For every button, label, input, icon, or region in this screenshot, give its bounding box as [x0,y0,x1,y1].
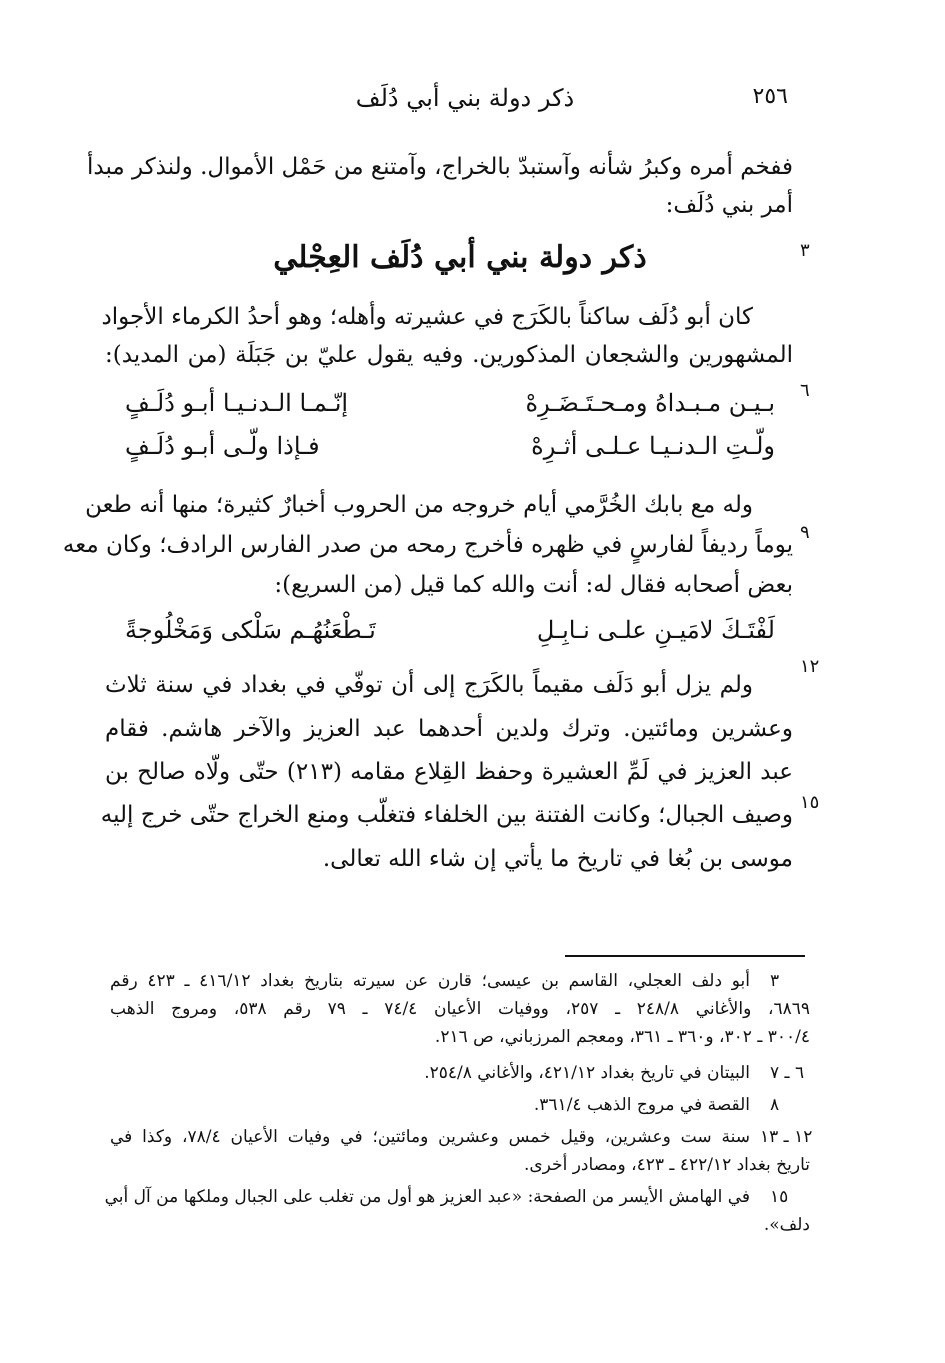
paragraph-3-line-3: عبد العزيز في لَمِّ العشيرة وحفظ القِلاع مقامه (٢١٣) حتّى ولّاه صالح بن [105,759,793,785]
verse-2 [125,612,775,648]
paragraph-2-line-2: يوماً رديفاً لفارسٍ في ظهره فأخرج رمحه من صدر الفارس الرادف؛ وكان معه [62,532,793,558]
verse-2-second-hemistich: لَفْتَـكَ لامَيـنِ علـى نـابِـلِ [536,616,775,644]
paragraph-3-line-5: موسى بن بُغا في تاريخ ما يأتي إن شاء الله تعالى. [322,846,793,872]
paragraph-1-line-1: كان أبو دُلَف ساكناً بالكَرَج في عشيرته وأهله؛ وهو أحدُ الكرماء الأجواد [101,304,753,330]
footnote-separator [565,955,805,957]
footnote-1-line-1: أبو دلف العجلي، القاسم بن عيسى؛ قارن عن سيرته بتاريخ بغداد ٤١٦/١٢ ـ ٤٢٣ رقم [110,971,750,991]
footnote-4-number: ١٢ ـ ١٣ [760,1127,813,1147]
paragraph-3-line-1: ولم يزل أبو دَلَف مقيماً بالكَرَج إلى أن توفّي في بغداد في سنة ثلاث [105,672,753,698]
verse-2-first-hemistich: تَـطْعَنُهُـم سَلْكى وَمَخْلُوجةً [125,616,376,644]
intro-line-1: ففخم أمره وكبرُ شأنه وآستبدّ بالخراج، وآمتنع من حَمْل الأموال. ولنذكر مبدأ [86,154,793,180]
verse-1b-first-hemistich: فـإذا ولّـى أبـو دُلَـفٍ [125,432,320,460]
line-number-9: ٩ [800,522,810,543]
footnote-1-line-3: ٣٠٠/٤ ـ ٣٠٢، و٣٦٠ ـ ٣٦١، ومعجم المرزباني، ص ٢١٦. [434,1027,810,1047]
footnote-2-line-1: البيتان في تاريخ بغداد ٤٢١/١٢، والأغاني ٢٥٤/٨. [424,1063,750,1083]
verse-1-line-b [125,428,775,464]
verse-1-line-a [125,385,775,421]
paragraph-1-line-2: المشهورين والشجعان المذكورين. وفيه يقول عليّ بن جَبَلَة (من المديد): [105,342,793,368]
footnote-4-line-2: تاريخ بغداد ٤٢٢/١٢ ـ ٤٢٣، ومصادر أخرى. [523,1155,810,1175]
line-number-3: ٣ [800,240,810,261]
footnote-4-line-1: سنة ست وعشرين، وقيل خمس وعشرين ومائتين؛ في وفيات الأعيان ٧٨/٤، وكذا في [110,1127,750,1147]
verse-1a-first-hemistich: إنّـمـا الـدنـيـا أبـو دُلَـفٍ [125,389,349,417]
paragraph-2-line-3: بعض أصحابه فقال له: أنت والله كما قيل (من السريع): [274,572,793,598]
section-title: ذكر دولة بني أبي دُلَف العِجْلي [273,240,647,275]
footnote-3-line-1: القصة في مروج الذهب ٣٦١/٤. [533,1095,750,1115]
verse-1b-second-hemistich: ولّـتِ الـدنـيـا عـلـى أثـرِهْ [531,432,775,460]
paragraph-2-line-1: وله مع بابك الخُرَّمي أيام خروجه من الحروب أخبارٌ كثيرة؛ منها أنه طعن [85,492,753,518]
footnote-5-line-2: دلف». [763,1215,810,1235]
footnote-5-number: ١٥ [770,1187,789,1207]
footnote-3-number: ٨ [770,1095,780,1115]
footnote-2-number: ٦ ـ ٧ [770,1063,805,1083]
line-number-6: ٦ [800,380,810,401]
paragraph-3-line-2: وعشرين ومائتين. وترك ولدين أحدهما عبد العزيز والآخر هاشم. فقام [105,716,793,742]
footnote-5-line-1: في الهامش الأيسر من الصفحة: «عبد العزيز هو أول من تغلب على الجبال وملكها من آل أبي [104,1187,750,1207]
intro-line-2: أمر بني دُلَف: [665,192,793,218]
running-header: ذكر دولة بني أبي دُلَف [355,84,575,112]
verse-1a-second-hemistich: بـيـن مـبـداهُ ومـحـتَـضَـرِهْ [525,389,775,417]
line-number-12: ١٢ [800,656,820,677]
paragraph-3-line-4: وصيف الجبال؛ وكانت الفتنة بين الخلفاء فتغلّب ومنع الخراج حتّى خرج إليه [100,802,793,828]
page-number: ٢٥٦ [752,84,788,109]
line-number-15: ١٥ [800,792,820,813]
footnote-1-number: ٣ [770,971,780,991]
footnote-1-line-2: ٦٨٦٩، والأغاني ٢٤٨/٨ ـ ٢٥٧، ووفيات الأعيان ٧٤/٤ ـ ٧٩ رقم ٥٣٨، ومروج الذهب [110,999,810,1019]
